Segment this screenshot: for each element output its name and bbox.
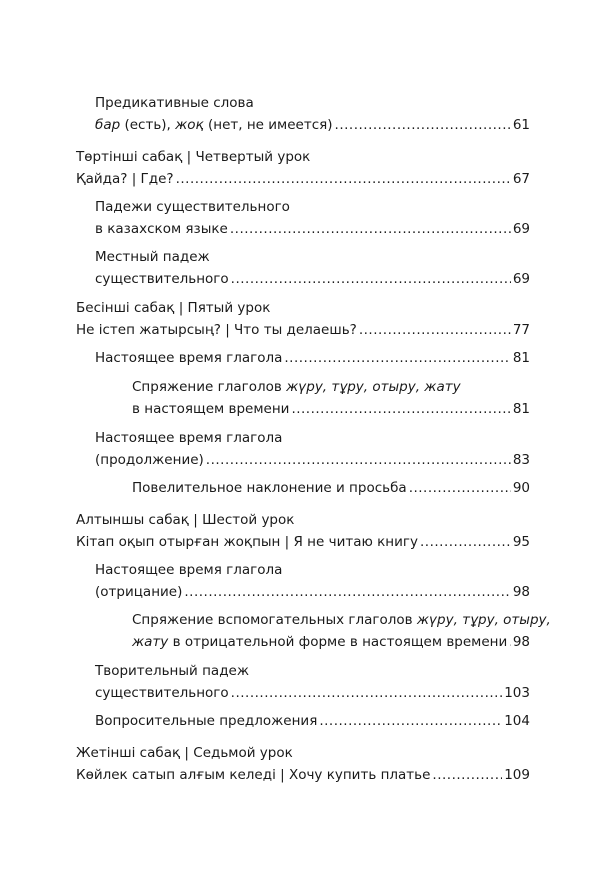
- toc-entry-title: Местный падеж: [95, 249, 210, 265]
- leader-dots: [230, 220, 511, 238]
- toc-entry-line[interactable]: Настоящее время глагола ..... 81: [95, 349, 530, 367]
- leader-dots: [432, 766, 502, 784]
- toc-entry-line[interactable]: Вопросительные предложения ..... 104: [95, 712, 530, 730]
- page-number: 77: [512, 322, 530, 338]
- leader-dots: [409, 479, 511, 497]
- leader-dots: [184, 583, 510, 601]
- leader-dots: [335, 116, 511, 134]
- leader-dots: [284, 349, 510, 367]
- toc-entry-line[interactable]: жату в отрицательной форме в настоящем времени ..... 98: [132, 633, 530, 651]
- leader-dots: [231, 684, 503, 702]
- page-number: 81: [512, 350, 530, 366]
- lesson-title: Жетінші сабақ | Седьмой урок: [76, 745, 293, 761]
- leader-dots: [359, 321, 511, 339]
- toc-entry-title: Падежи существительного: [95, 199, 290, 215]
- leader-dots: [206, 451, 511, 469]
- page-number: 104: [504, 713, 530, 729]
- toc-entry-line[interactable]: Қайда? | Где? ..... 67: [76, 170, 530, 188]
- toc-entry-line[interactable]: Кітап оқып отырған жоқпын | Я не читаю книгу ..... 95: [76, 533, 530, 551]
- italic-term: жоқ: [175, 117, 204, 133]
- leader-dots: [420, 533, 511, 551]
- page-number: 83: [512, 452, 530, 468]
- page-number: 69: [512, 271, 530, 287]
- toc-entry-line[interactable]: (продолжение) ..... 83: [95, 451, 530, 469]
- toc-entry-title: Спряжение глаголов жүру, тұру, отыру, жату: [132, 379, 461, 395]
- page-number: 109: [504, 767, 530, 783]
- toc-entry-line[interactable]: Көйлек сатып алғым келеді | Хочу купить платье ..... 109: [76, 766, 530, 784]
- toc-entry-line[interactable]: бар (есть), жоқ (нет, не имеется) ..... 61: [95, 116, 530, 134]
- toc-entry-title: Творительный падеж: [95, 663, 250, 679]
- lesson-title: Алтыншы сабақ | Шестой урок: [76, 512, 295, 528]
- page-number: 81: [512, 401, 530, 417]
- lesson-title: Бесінші сабақ | Пятый урок: [76, 300, 271, 316]
- page-number: 95: [512, 534, 530, 550]
- lesson-title: Төртінші сабақ | Четвертый урок: [76, 149, 311, 165]
- toc-entry-title: Спряжение вспомогательных глаголов жүру, тұру, отыру,: [132, 612, 551, 628]
- page-number: 69: [512, 221, 530, 237]
- leader-dots: [319, 712, 502, 730]
- toc-entry-line[interactable]: в настоящем времени ..... 81: [132, 400, 530, 418]
- toc-entry-line[interactable]: существительного ..... 103: [95, 684, 530, 702]
- toc-entry-title: Предикативные слова: [95, 95, 254, 111]
- leader-dots: [231, 270, 511, 288]
- page-number: 98: [512, 634, 530, 650]
- toc-entry-line[interactable]: Повелительное наклонение и просьба ..... 90: [132, 479, 530, 497]
- page-number: 67: [512, 171, 530, 187]
- page-number: 61: [512, 117, 530, 133]
- toc-entry-line[interactable]: в казахском языке ..... 69: [95, 220, 530, 238]
- italic-term: жүру, тұру, отыру,: [416, 612, 551, 628]
- toc-entry-line[interactable]: Не істеп жатырсың? | Что ты делаешь? ..... 77: [76, 321, 530, 339]
- toc-entry-line[interactable]: (отрицание) ..... 98: [95, 583, 530, 601]
- leader-dots: [176, 170, 511, 188]
- toc-entry-line[interactable]: существительного ..... 69: [95, 270, 530, 288]
- toc-entry-title: Настоящее время глагола: [95, 562, 283, 578]
- page-number: 90: [512, 480, 530, 496]
- toc-entry-title: Настоящее время глагола: [95, 430, 283, 446]
- page-number: 98: [512, 584, 530, 600]
- italic-term: бар: [95, 117, 121, 133]
- leader-dots: [291, 400, 510, 418]
- leader-dots: [509, 633, 511, 651]
- page-number: 103: [504, 685, 530, 701]
- italic-term: жату: [132, 634, 169, 650]
- italic-term: жүру, тұру, отыру, жату: [286, 379, 461, 395]
